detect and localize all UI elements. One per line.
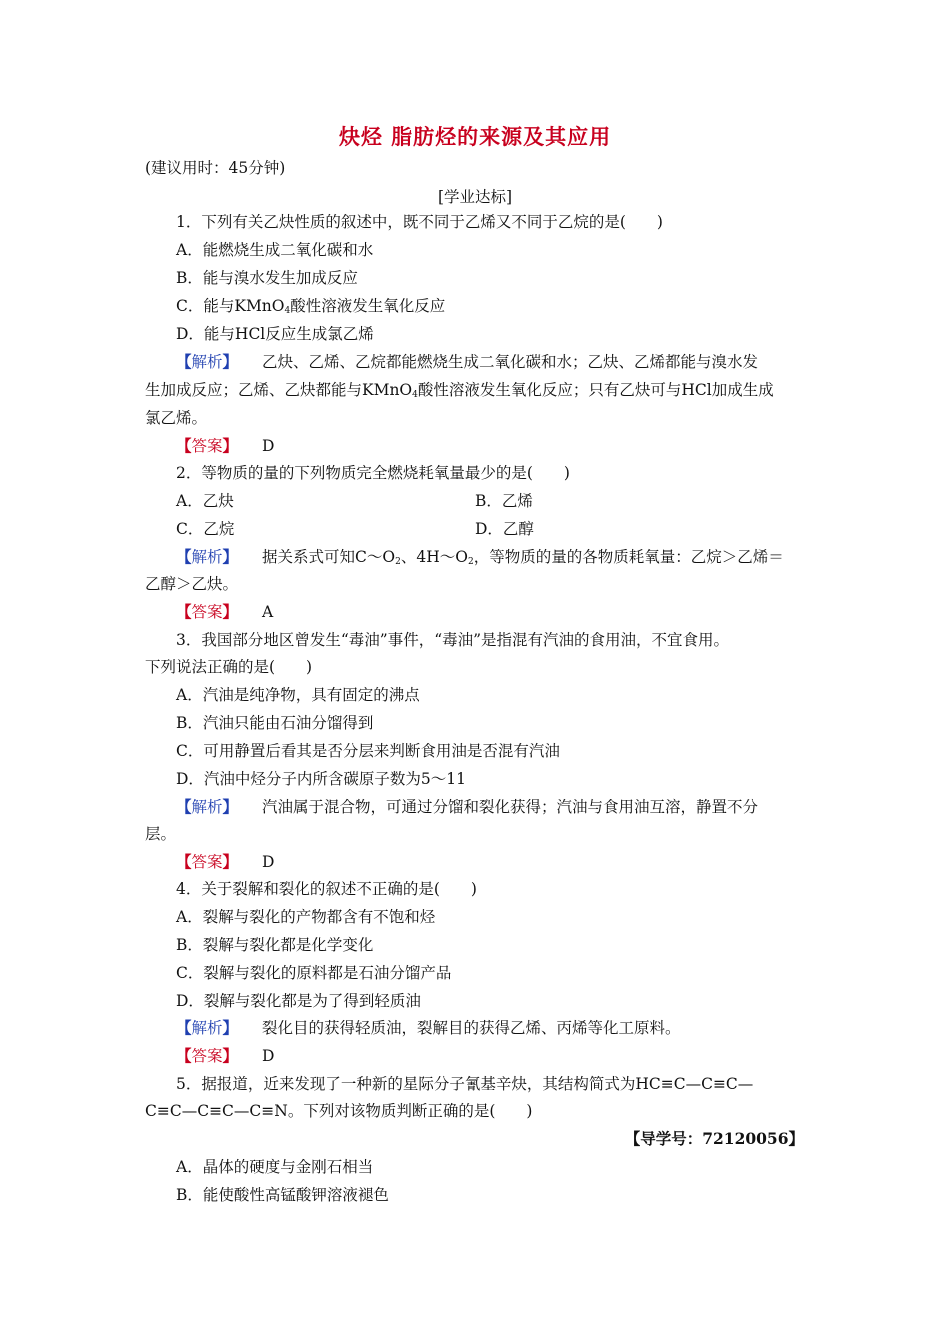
q2-stem: 2．等物质的量的下列物质完全燃烧耗氧量最少的是( ) xyxy=(176,464,570,482)
q1-option-a: A．能燃烧生成二氧化碳和水 xyxy=(176,241,374,259)
q3-analysis: 【解析】 汽油属于混合物，可通过分馏和裂化获得；汽油与食用油互溶，静置不分 xyxy=(176,797,759,816)
q4-option-b: B．裂解与裂化都是化学变化 xyxy=(176,936,374,954)
q1-analysis-line3: 氯乙烯。 xyxy=(145,409,208,427)
page-title: 炔烃 脂肪烃的来源及其应用 xyxy=(338,125,612,149)
q4-option-d: D．裂解与裂化都是为了得到轻质油 xyxy=(176,992,421,1010)
q1-analysis: 【解析】 乙炔、乙烯、乙烷都能燃烧生成二氧化碳和水；乙炔、乙烯都能与溴水发 xyxy=(176,352,759,371)
q1-analysis-line2: 生加成反应；乙烯、乙炔都能与KMnO$_4$酸性溶液发生氧化反应；只有乙炔可与HCl加成生成 xyxy=(145,381,774,400)
q5-option-b: B．能使酸性高锰酸钾溶液褪色 xyxy=(176,1186,389,1204)
q2-analysis-line2: 乙醇＞乙炔。 xyxy=(145,575,239,593)
q2-option-c: C．乙烷 xyxy=(176,520,235,538)
time-hint: (建议用时：45分钟) xyxy=(145,159,286,177)
q1-option-c: C．能与KMnO$_4$酸性溶液发生氧化反应 xyxy=(176,297,446,316)
q5-stem: 5．据报道，近来发现了一种新的星际分子氰基辛炔，其结构简式为HC≡C—C≡C— xyxy=(176,1075,754,1093)
q1-option-d: D．能与HCl反应生成氯乙烯 xyxy=(176,325,374,343)
answer-tag: 【答案】 xyxy=(176,852,239,871)
analysis-tag: 【解析】 xyxy=(176,1018,239,1037)
section-heading: [学业达标] xyxy=(437,188,513,206)
answer-tag: 【答案】 xyxy=(176,1046,239,1065)
q3-option-d: D．汽油中烃分子内所含碳原子数为5～11 xyxy=(176,770,467,788)
q1-answer: 【答案】 D xyxy=(176,436,275,455)
q2-option-b: B．乙烯 xyxy=(475,492,533,510)
q2-option-a: A．乙炔 xyxy=(176,492,234,510)
answer-tag: 【答案】 xyxy=(176,436,239,455)
analysis-tag: 【解析】 xyxy=(176,797,239,816)
q3-stem-line2: 下列说法正确的是( ) xyxy=(145,658,313,676)
q4-answer: 【答案】 D xyxy=(176,1046,275,1065)
analysis-tag: 【解析】 xyxy=(176,547,239,566)
q4-stem: 4．关于裂解和裂化的叙述不正确的是( ) xyxy=(176,880,477,898)
q4-option-c: C．裂解与裂化的原料都是石油分馏产品 xyxy=(176,964,452,982)
q2-analysis: 【解析】 据关系式可知$C\sim O_2$、$4H\sim O_2$，等物质的量的各物质耗氧量：乙烷＞乙烯＝ xyxy=(176,547,784,567)
q5-option-a: A．晶体的硬度与金刚石相当 xyxy=(176,1158,374,1176)
reference-number: 【导学号：72120056】 xyxy=(624,1129,804,1148)
q1-option-b: B．能与溴水发生加成反应 xyxy=(176,269,358,287)
q3-option-c: C．可用静置后看其是否分层来判断食用油是否混有汽油 xyxy=(176,742,560,760)
q2-answer: 【答案】 A xyxy=(176,602,274,621)
q3-option-b: B．汽油只能由石油分馏得到 xyxy=(176,714,374,732)
q3-answer: 【答案】 D xyxy=(176,852,275,871)
q3-option-a: A．汽油是纯净物，具有固定的沸点 xyxy=(176,686,420,704)
q2-option-d: D．乙醇 xyxy=(475,520,534,538)
q3-analysis-line2: 层。 xyxy=(145,825,177,843)
q4-option-a: A．裂解与裂化的产物都含有不饱和烃 xyxy=(176,908,436,926)
answer-tag: 【答案】 xyxy=(176,602,239,621)
analysis-tag: 【解析】 xyxy=(176,352,239,371)
q3-stem: 3．我国部分地区曾发生“毒油”事件，“毒油”是指混有汽油的食用油，不宜食用。 xyxy=(176,631,730,649)
q1-stem: 1．下列有关乙炔性质的叙述中，既不同于乙烯又不同于乙烷的是( ) xyxy=(176,213,663,231)
q5-stem-line2: C≡C—C≡C—C≡N。下列对该物质判断正确的是( ) xyxy=(145,1102,533,1120)
q4-analysis: 【解析】 裂化目的获得轻质油，裂解目的获得乙烯、丙烯等化工原料。 xyxy=(176,1018,681,1037)
